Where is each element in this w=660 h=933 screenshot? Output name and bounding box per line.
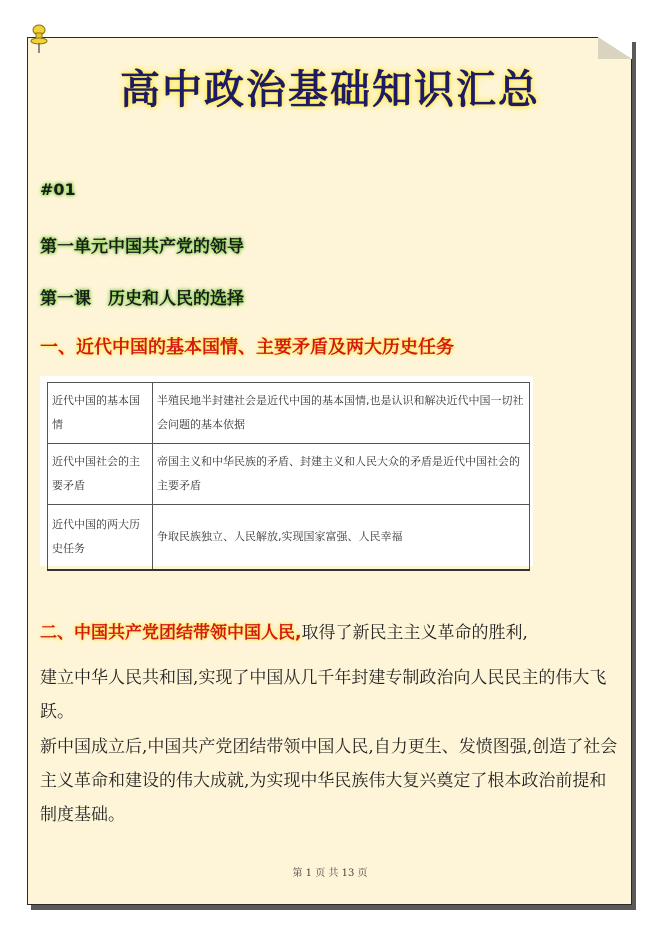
knowledge-table bbox=[47, 382, 530, 571]
table-row bbox=[48, 505, 530, 571]
paragraph: 建立中华人民共和国,实现了中国从几千年封建专制政治向人民民主的伟大飞跃。 bbox=[40, 668, 607, 722]
row-label: 近代中国社会的主要矛盾 bbox=[48, 444, 153, 505]
section1-heading: 一、近代中国的基本国情、主要矛盾及两大历史任务 bbox=[40, 337, 454, 358]
lesson-heading: 第一课 历史和人民的选择 bbox=[40, 289, 244, 309]
pushpin-icon bbox=[29, 24, 49, 54]
section2-continuation: 取得了新民主主义革命的胜利, bbox=[301, 623, 528, 643]
paragraph: 新中国成立后,中国共产党团结带领中国人民,自力更生、发愤图强,创造了社会主义革命和建设的伟大成就,为实现中华民族伟大复兴奠定了根本政治前提和制度基础。 bbox=[40, 737, 618, 825]
table-row bbox=[48, 383, 530, 444]
row-content: 半殖民地半封建社会是近代中国的基本国情,也是认识和解决近代中国一切社会问题的基本依据 bbox=[153, 383, 530, 444]
section2-heading: 二、中国共产党团结带领中国人民, bbox=[40, 623, 302, 643]
page-title: 高中政治基础知识汇总 bbox=[120, 66, 540, 113]
row-content: 争取民族独立、人民解放,实现国家富强、人民幸福 bbox=[153, 505, 530, 571]
page-corner-fold bbox=[598, 37, 632, 59]
row-content: 帝国主义和中华民族的矛盾、封建主义和人民大众的矛盾是近代中国社会的主要矛盾 bbox=[153, 444, 530, 505]
unit-heading: 第一单元中国共产党的领导 bbox=[40, 237, 244, 257]
page-footer: 第 1 页 共 13 页 bbox=[292, 868, 368, 879]
knowledge-table-image bbox=[40, 376, 533, 566]
table-row bbox=[48, 444, 530, 505]
row-label: 近代中国的基本国情 bbox=[48, 383, 153, 444]
section2-line bbox=[40, 623, 620, 643]
row-label: 近代中国的两大历史任务 bbox=[48, 505, 153, 571]
section-number: #01 bbox=[40, 180, 76, 199]
